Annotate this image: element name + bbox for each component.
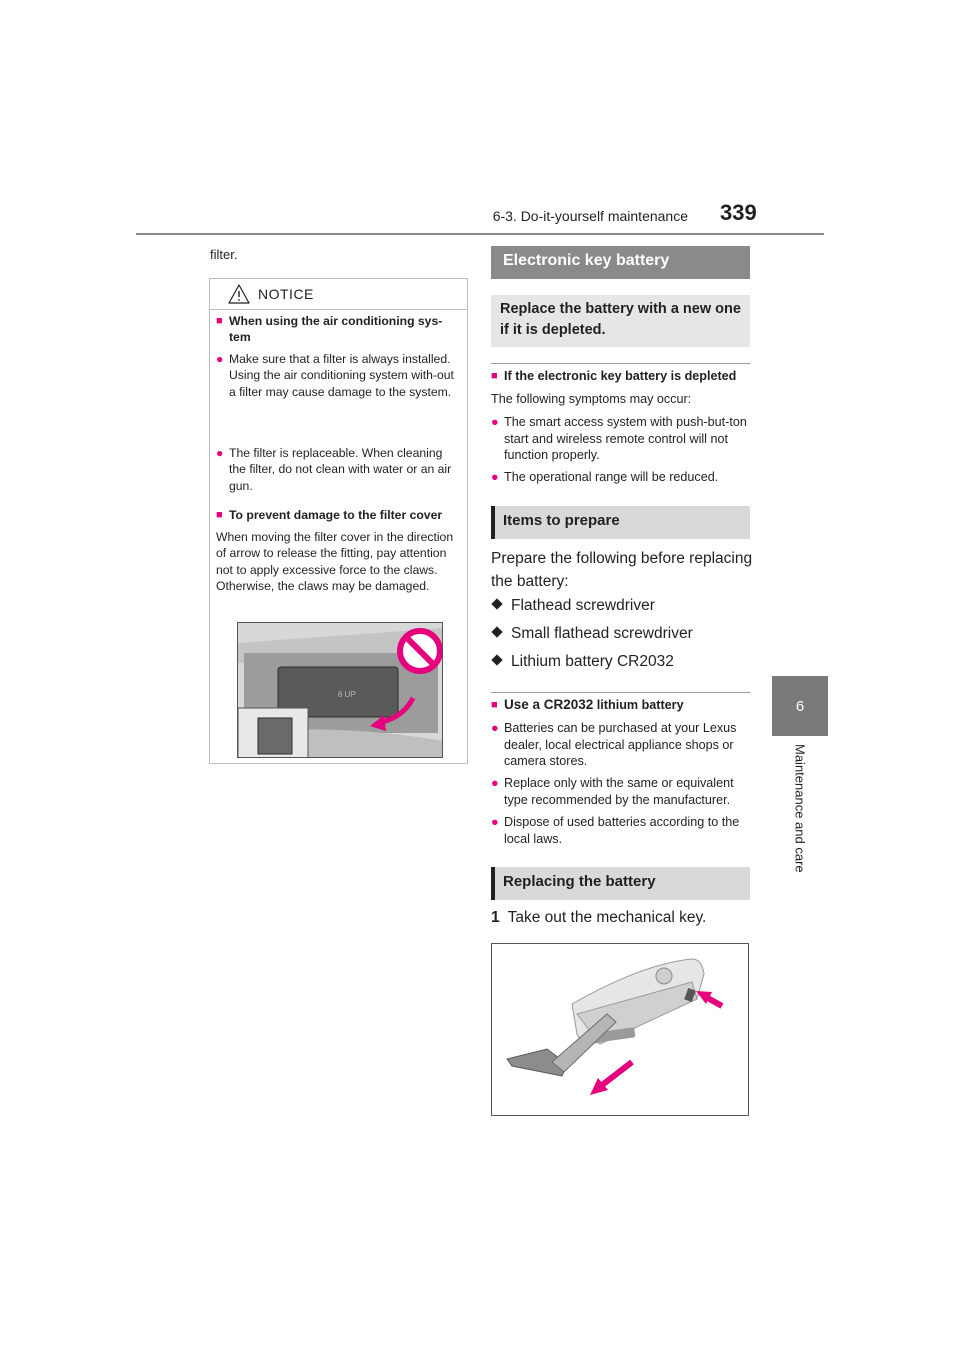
cr2032-bullet-3: ● Dispose of used batteries according to the local laws. — [491, 815, 740, 846]
diamond-bullet-icon — [491, 598, 502, 609]
page-number: 339 — [720, 200, 757, 225]
square-bullet-icon: ■ — [491, 370, 498, 382]
depleted-bullet-2: ● The operational range will be reduced. — [491, 470, 719, 484]
warning-triangle-icon — [228, 284, 250, 304]
header-rule — [136, 233, 824, 235]
arrow-icon — [696, 991, 722, 1006]
chapter-tab-number: 6 — [772, 676, 828, 736]
continued-text: filter. — [210, 247, 238, 262]
prepare-item-1: Flathead screwdriver — [491, 597, 655, 615]
prepare-item-3: Lithium battery CR2032 — [491, 653, 674, 671]
intro-text: Replace the battery with a new one if it is depleted. — [500, 301, 741, 338]
prepare-item-2: Small flathead screwdriver — [491, 625, 693, 643]
depleted-bullet-1: ● The smart access system with push-but-ton start and wireless remote control will not function properly. — [491, 415, 747, 462]
replace-heading-bar — [491, 867, 750, 900]
cr2032-heading: ■ Use a CR2032 lithium battery — [491, 697, 684, 712]
notice-block2-text: When moving the filter cover in the direction of arrow to release the fitting, pay attention not to apply excessive force to the claws. Otherwise, the claws may be damaged. — [216, 530, 454, 593]
replace-heading: Replacing the battery — [503, 873, 656, 890]
chapter-tab-label — [772, 744, 828, 904]
round-bullet-icon: ● — [491, 776, 499, 790]
round-bullet-icon: ● — [491, 415, 499, 429]
arrow-icon — [590, 1062, 632, 1095]
intro-box — [491, 295, 750, 347]
step-1: 1 Take out the mechanical key. — [491, 909, 707, 926]
divider — [491, 363, 750, 364]
notice-block1-heading: ■ When using the air conditioning sys- tem — [216, 314, 443, 345]
notice-bullet-2: ● The filter is replaceable. When cleaning the filter, do not clean with water or an air gun. — [216, 446, 452, 493]
notice-title: NOTICE — [258, 286, 314, 302]
mechanical-key — [507, 1014, 616, 1076]
prepare-heading-bar — [491, 506, 750, 539]
prepare-heading: Items to prepare — [503, 512, 620, 529]
square-bullet-icon: ■ — [216, 509, 223, 521]
round-bullet-icon: ● — [216, 352, 224, 366]
round-bullet-icon: ● — [491, 470, 499, 484]
diamond-bullet-icon — [491, 626, 502, 637]
round-bullet-icon: ● — [491, 721, 499, 735]
square-bullet-icon: ■ — [491, 699, 498, 711]
filter-label: 6 UP — [338, 690, 356, 699]
divider — [491, 692, 750, 693]
chapter-tab-text: Maintenance and care — [792, 744, 808, 873]
notice-box — [209, 278, 468, 764]
notice-bullet-1: ● Make sure that a filter is always installed. Using the air conditioning system with-out a filter may cause damage to the system. — [216, 352, 454, 399]
cr2032-bullet-2: ● Replace only with the same or equivalent type recommended by the manufacturer. — [491, 776, 734, 807]
square-bullet-icon: ■ — [216, 315, 223, 327]
depleted-lead: The following symptoms may occur: — [491, 392, 692, 406]
electronic-key-illustration — [491, 943, 749, 1116]
filter-cover-illustration — [237, 622, 443, 758]
prepare-lead: Prepare the following before replacing the battery: — [491, 550, 753, 590]
depleted-heading: ■ If the electronic key battery is depleted — [491, 369, 737, 383]
running-header: 6-3. Do-it-yourself maintenance — [492, 208, 688, 224]
notice-header — [210, 279, 467, 310]
prohibited-icon — [400, 631, 440, 671]
round-bullet-icon: ● — [491, 815, 499, 829]
step-number: 1 — [491, 909, 500, 926]
section-heading: Electronic key battery — [503, 252, 670, 269]
section-heading-bar — [491, 246, 750, 279]
round-bullet-icon: ● — [216, 446, 224, 460]
diamond-bullet-icon — [491, 654, 502, 665]
cr2032-bullet-1: ● Batteries can be purchased at your Lexus dealer, local electrical appliance shops or camera stores. — [491, 721, 737, 768]
notice-block2-heading: ■ To prevent damage to the filter cover — [216, 508, 443, 522]
